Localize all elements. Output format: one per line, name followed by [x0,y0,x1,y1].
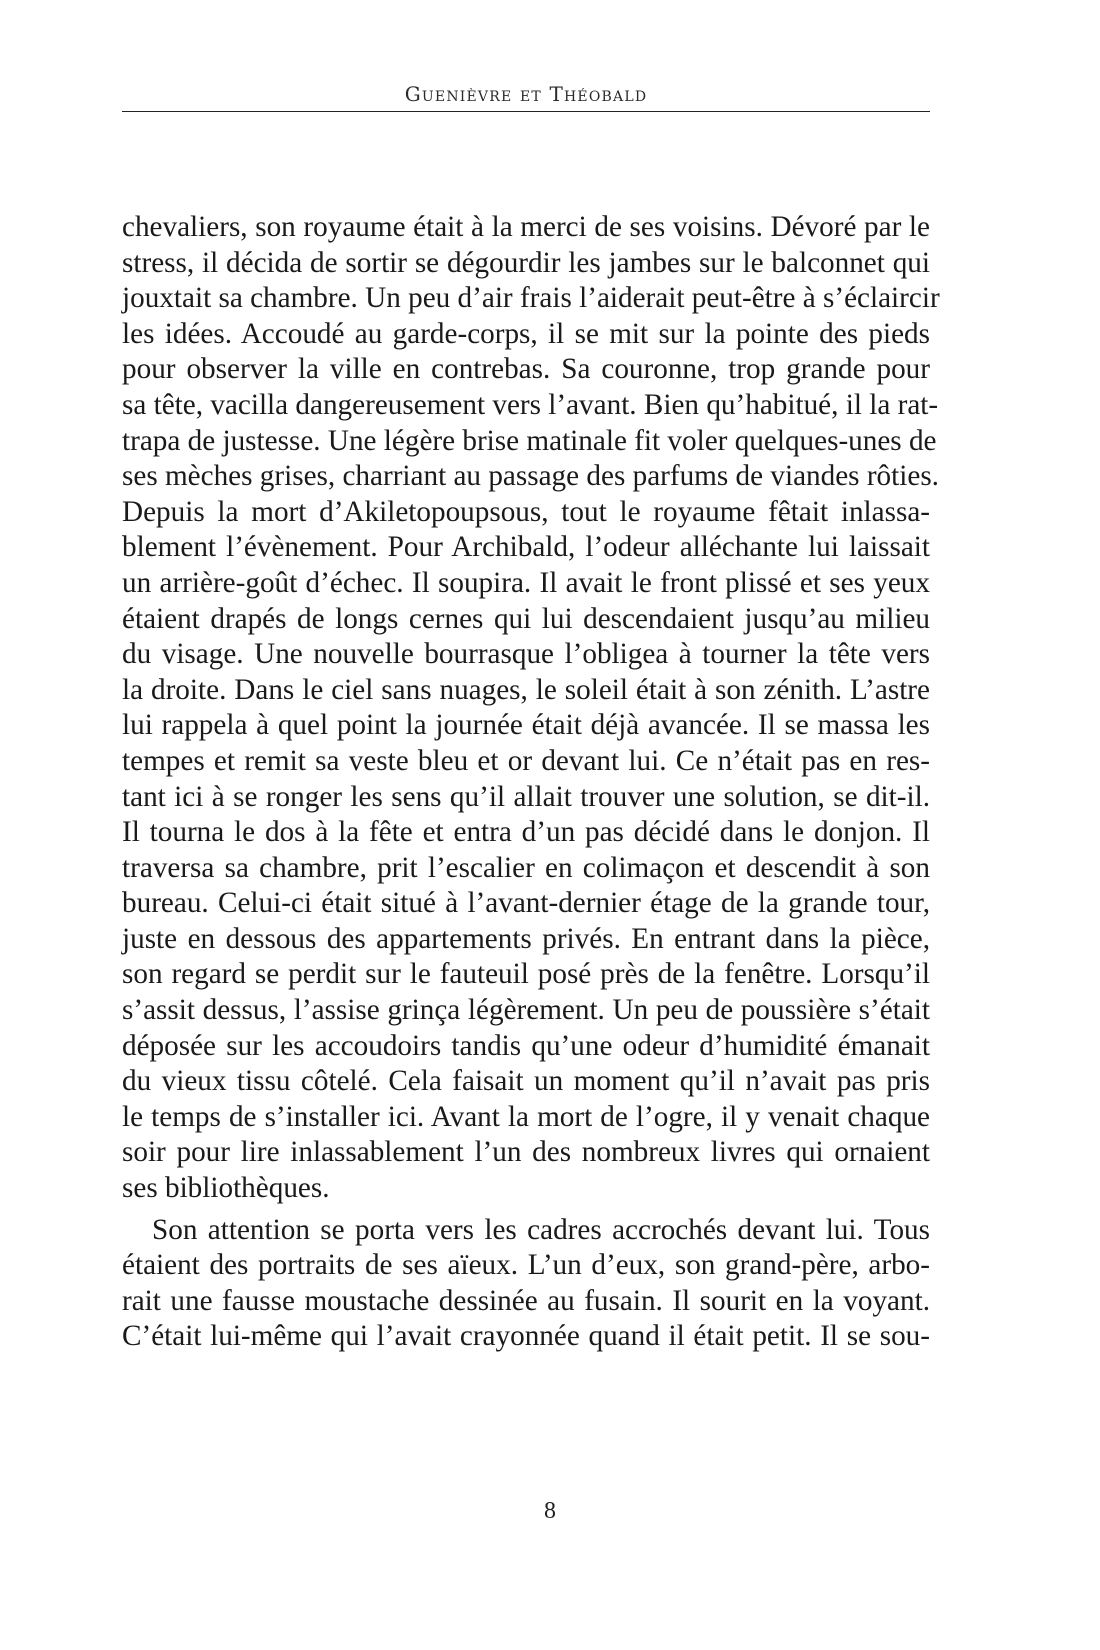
text-line: juste en dessous des appartements privés. En entrant dans la pièce, [122,922,930,955]
text-line: pour observer la ville en contrebas. Sa couronne, trop grande pour [122,353,930,386]
text-line: du visage. Une nouvelle bourrasque l’obligea à tourner la tête vers [122,638,930,671]
running-head: Guenièvre et Théobald [404,82,648,106]
text-line: un arrière-goût d’échec. Il soupira. Il avait le front plissé et ses yeux [122,566,930,599]
text-line: sa tête, vacilla dangereusement vers l’avant. Bien qu’habitué, il la rat- [122,388,939,421]
text-line: tempes et remit sa veste bleu et or devant lui. Ce n’était pas en res- [122,744,930,777]
header-rule [122,111,930,112]
text-line: s’assit dessus, l’assise grinça légèrement. Un peu de poussière s’était [122,994,930,1027]
text-line: rait une fausse moustache dessinée au fusain. Il sourit en la voyant. [122,1284,930,1317]
text-line: du vieux tissu côtelé. Cela faisait un moment qu’il n’avait pas pris [122,1065,930,1098]
text-line: étaient drapés de longs cernes qui lui descendaient jusqu’au milieu [122,602,930,635]
text-line: lui rappela à quel point la journée était déjà avancée. Il se massa les [122,709,930,742]
text-line: stress, il décida de sortir se dégourdir les jambes sur le balconnet qui [122,246,930,279]
text-line: Il tourna le dos à la fête et entra d’un pas décidé dans le donjon. Il [122,816,930,849]
text-line: soir pour lire inlassablement l’un des nombreux livres qui ornaient [122,1136,930,1169]
text-line: tant ici à se ronger les sens qu’il allait trouver une solution, se dit-il. [122,780,930,813]
paragraph-2 [122,1213,930,1355]
text-line: déposée sur les accoudoirs tandis qu’une odeur d’humidité émanait [122,1029,930,1062]
paragraph-1 [122,210,940,1207]
text-line: bureau. Celui-ci était situé à l’avant-dernier étage de la grande tour, [122,887,930,920]
text-line: le temps de s’installer ici. Avant la mort de l’ogre, il y venait chaque [122,1100,930,1133]
text-line: Son attention se porta vers les cadres accrochés devant lui. Tous [152,1213,930,1246]
text-line: trapa de justesse. Une légère brise matinale fit voler quelques-unes de [122,424,937,457]
text-line: étaient des portraits de ses aïeux. L’un d’eux, son grand-père, arbo- [122,1249,930,1282]
text-line: son regard se perdit sur le fauteuil posé près de la fenêtre. Lorsqu’il [122,958,930,991]
page-number: 8 [544,1498,556,1524]
text-line: ses mèches grises, charriant au passage des parfums de viandes rôties. [122,460,939,493]
text-line: traversa sa chambre, prit l’escalier en colimaçon et descendit à son [122,851,930,884]
text-line: les idées. Accoudé au garde-corps, il se mit sur la pointe des pieds [122,317,930,350]
text-line: blement l’évènement. Pour Archibald, l’odeur alléchante lui laissait [122,531,930,564]
text-line: ses bibliothèques. [122,1172,330,1205]
text-line: Depuis la mort d’Akiletopoupsous, tout le royaume fêtait inlassa- [122,495,930,528]
text-line: C’était lui-même qui l’avait crayonnée quand il était petit. Il se sou- [122,1320,930,1353]
text-line: la droite. Dans le ciel sans nuages, le soleil était à son zénith. L’astre [122,673,930,706]
text-line: chevaliers, son royaume était à la merci de ses voisins. Dévoré par le [122,211,930,243]
text-line: jouxtait sa chambre. Un peu d’air frais l’aiderait peut-être à s’éclaircir [122,282,940,315]
body-text [122,210,940,1355]
